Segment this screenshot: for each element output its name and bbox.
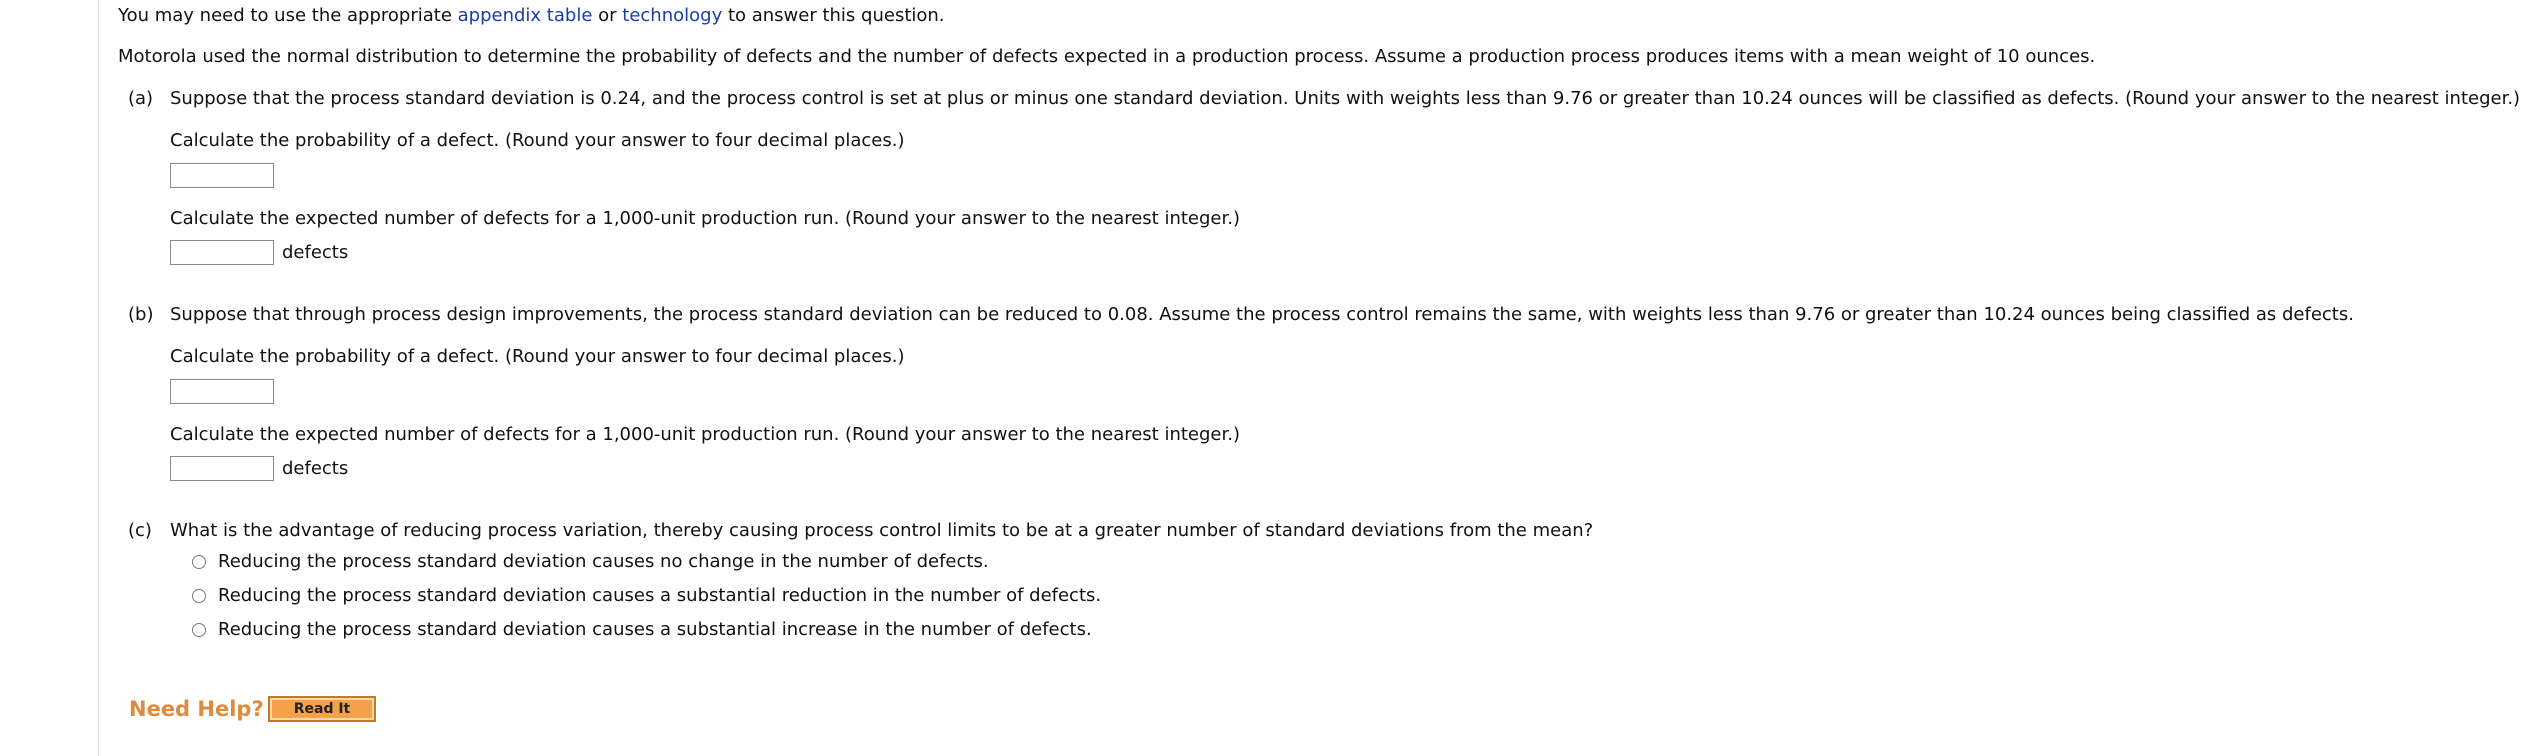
problem-statement: Motorola used the normal distribution to determine the probability of defects and the number of defects expected in a production process. Assume a production process produces items with a mean weight of 10 ounces. [118, 46, 2096, 67]
intro-line [118, 5, 945, 27]
part-a-probability-input[interactable] [170, 163, 274, 188]
part-a-text: Suppose that the process standard deviation is 0.24, and the process control is set at plus or minus one standard deviation. Units with weights less than 9.76 or greater than 10.24 ounces will be classified as defects. (Round your answer to the nearest integer.) [170, 88, 2521, 109]
read-it-button[interactable]: Read It [268, 696, 376, 722]
part-b-question-probability: Calculate the probability of a defect. (Round your answer to four decimal places.) [170, 346, 905, 367]
part-a-question-defects: Calculate the expected number of defects for a 1,000-unit production run. (Round your answer to the nearest integer.) [170, 208, 1240, 229]
left-divider [98, 0, 99, 756]
part-b-probability-input[interactable] [170, 379, 274, 404]
intro-middle: or [592, 5, 623, 26]
part-c-text: What is the advantage of reducing process variation, thereby causing process control limits to be at a greater number of standard deviations from the mean? [170, 520, 1594, 541]
intro-prefix: You may need to use the appropriate [118, 5, 458, 26]
part-c-option-3[interactable] [192, 619, 1092, 641]
part-a-defects-input[interactable] [170, 240, 274, 265]
intro-suffix: to answer this question. [722, 5, 945, 26]
part-c-label: (c) [128, 520, 152, 541]
technology-link[interactable]: technology [622, 5, 723, 26]
option-label: Reducing the process standard deviation causes a substantial increase in the number of defects. [218, 619, 1092, 640]
part-a-defects-unit: defects [282, 242, 349, 263]
part-c-option-1[interactable] [192, 551, 989, 573]
option-label: Reducing the process standard deviation causes a substantial reduction in the number of defects. [218, 585, 1102, 606]
part-b-text: Suppose that through process design improvements, the process standard deviation can be reduced to 0.08. Assume the process control remains the same, with weights less than 9.76 or greater than 10.24 ounces being classified as defects. [170, 304, 2354, 325]
appendix-table-link[interactable]: appendix table [457, 5, 593, 26]
radio-button-icon[interactable] [192, 623, 206, 637]
part-b-defects-unit: defects [282, 458, 349, 479]
part-a-question-probability: Calculate the probability of a defect. (Round your answer to four decimal places.) [170, 130, 905, 151]
part-c-option-2[interactable] [192, 585, 1101, 607]
part-b-label: (b) [128, 304, 154, 325]
part-b-question-defects: Calculate the expected number of defects for a 1,000-unit production run. (Round your answer to the nearest integer.) [170, 424, 1240, 445]
part-a-label: (a) [128, 88, 154, 109]
option-label: Reducing the process standard deviation causes no change in the number of defects. [218, 551, 989, 572]
part-b-defects-input[interactable] [170, 456, 274, 481]
radio-button-icon[interactable] [192, 555, 206, 569]
radio-button-icon[interactable] [192, 589, 206, 603]
need-help-label: Need Help? [129, 697, 264, 721]
